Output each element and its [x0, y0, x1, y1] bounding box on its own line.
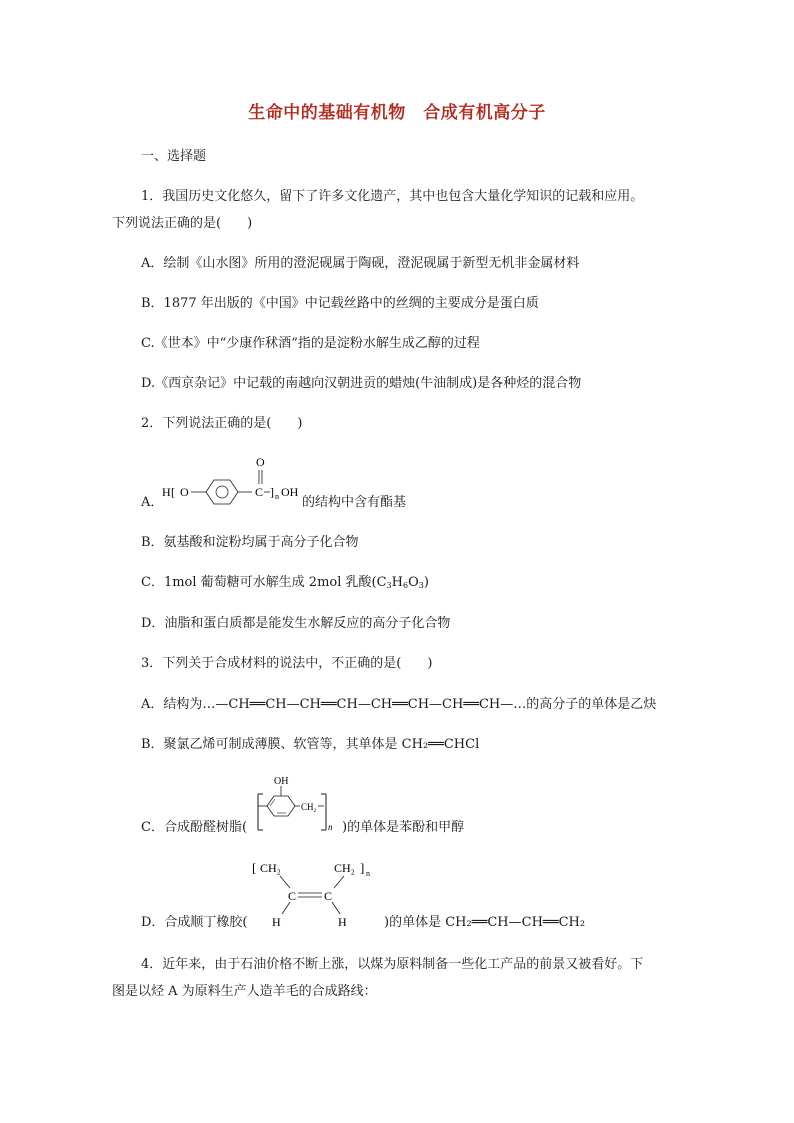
formula-c2: C: [324, 889, 333, 903]
q2-option-d: D．油脂和蛋白质都是能发生水解反应的高分子化合物: [141, 616, 451, 631]
q3-option-d-pre: D．合成顺丁橡胶(: [141, 915, 248, 930]
formula-ch2: CH₂: [301, 802, 317, 812]
q2-c-mid: H: [391, 575, 403, 590]
formula-n: n: [275, 492, 279, 501]
q3-option-c-post: )的单体是苯酚和甲醇: [342, 820, 465, 835]
page-title: 生命中的基础有机物 合成有机高分子: [248, 103, 546, 123]
svg-text:]: ]: [270, 485, 274, 499]
formula-oh: OH: [281, 485, 299, 499]
q1-option-c: C.《世本》中“少康作秫酒”指的是淀粉水解生成乙醇的过程: [141, 336, 480, 351]
q2-option-b: B．氨基酸和淀粉均属于高分子化合物: [141, 535, 359, 550]
q2-option-a-text: 的结构中含有酯基: [302, 495, 407, 510]
q3-option-d-post: )的单体是 CH₂══CH—CH══CH₂: [384, 915, 586, 930]
q1-stem-line1: 1．我国历史文化悠久，留下了许多文化遗产，其中也包含大量化学知识的记载和应用。: [141, 189, 644, 204]
formula-n: n: [328, 822, 333, 832]
q2-c-sub2: 6: [402, 581, 409, 590]
q1-option-b: B．1877 年出版的《中国》中记载丝路中的丝绸的主要成分是蛋白质: [141, 296, 539, 311]
butadiene-rubber-structure: [252, 856, 382, 930]
q2-option-a-label: A．: [141, 495, 164, 510]
formula-right-ch2: CH₂: [334, 861, 355, 875]
formula-left-ch2: CH₂: [260, 861, 281, 875]
q3-option-b: B．聚氯乙烯可制成薄膜、软管等，其单体是 CH₂══CHCl: [141, 737, 480, 752]
section-heading: 一、选择题: [141, 149, 207, 164]
formula-h2: H: [338, 915, 347, 929]
q2-c-mid2: O: [408, 575, 419, 590]
q2-c-sub1: 3: [386, 581, 392, 590]
formula-right-bracket: ]: [360, 860, 365, 875]
formula-carbonyl-o: O: [256, 455, 265, 469]
formula-carbonyl-c: C: [255, 485, 264, 499]
formula-n: n: [366, 869, 370, 878]
q2-option-c: [141, 574, 429, 595]
q4-stem-line2: 图是以烃 A 为原料生产人造羊毛的合成路线：: [112, 984, 377, 999]
q3-option-c-pre: C．合成酚醛树脂(: [141, 820, 248, 835]
formula-bracket-left: [: [171, 485, 175, 499]
q2-c-sub3: 3: [418, 581, 424, 590]
q1-option-a: A．绘制《山水图》所用的澄泥砚属于陶砚，澄泥砚属于新型无机非金属材料: [141, 256, 580, 271]
q1-option-d: D.《西京杂记》中记载的南越向汉朝进贡的蜡烛(牛油制成)是各种烃的混合物: [141, 376, 582, 391]
benzene-ring-icon: [206, 480, 238, 504]
formula-left-bracket: [: [252, 860, 257, 875]
q2-c-post: ): [423, 575, 429, 590]
q2-c-pre: C．1mol 葡萄糖可水解生成 2mol 乳酸(C: [141, 575, 387, 590]
q2-stem: 2．下列说法正确的是( ): [141, 416, 303, 431]
q3-stem: 3．下列关于合成材料的说法中，不正确的是( ): [141, 656, 433, 671]
formula-oh: OH: [274, 776, 289, 787]
polyester-structure-diagram: [160, 452, 310, 512]
formula-c1: C: [288, 889, 297, 903]
phenol-formaldehyde-structure: [254, 772, 344, 836]
q4-stem-line1: 4．近年来，由于石油价格不断上涨，以煤为原料制备一些化工产品的前景又被看好。下: [141, 957, 644, 972]
q1-stem-line2: 下列说法正确的是( ): [112, 216, 253, 231]
formula-ether-o: O: [180, 485, 189, 499]
formula-h1: H: [272, 915, 281, 929]
formula-h: H: [162, 485, 171, 499]
q3-option-a: A．结构为…—CH══CH—CH══CH—CH══CH—CH══CH—…的高分子的单体是乙炔: [141, 697, 657, 712]
